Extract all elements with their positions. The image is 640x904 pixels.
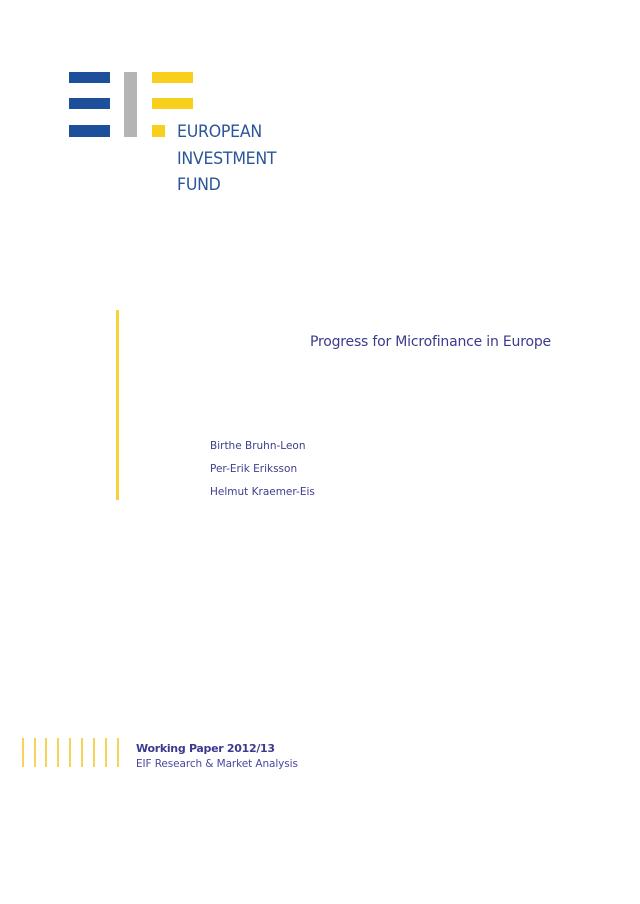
tick-mark	[105, 738, 107, 767]
tick-mark	[69, 738, 71, 767]
logo-gray-bar	[124, 72, 137, 137]
logo-blue-bar-2	[69, 98, 110, 109]
tick-mark	[45, 738, 47, 767]
author-name: Helmut Kraemer-Eis	[210, 486, 315, 498]
accent-vertical-line	[116, 310, 119, 500]
logo-line-1: EUROPEAN	[177, 122, 262, 142]
logo-yellow-bar-2	[152, 98, 193, 109]
tick-mark	[34, 738, 36, 767]
logo-line-2: INVESTMENT	[177, 148, 277, 169]
author-name: Per-Erik Eriksson	[210, 463, 298, 475]
tick-mark	[117, 738, 119, 767]
logo-line-3: FUND	[177, 175, 221, 195]
author-list	[210, 435, 315, 504]
tick-mark	[93, 738, 95, 767]
working-paper-label: Working Paper 2012/13	[136, 742, 275, 755]
tick-mark	[22, 738, 24, 767]
document-title: Progress for Microfinance in Europe	[310, 334, 551, 350]
publisher-label: EIF Research & Market Analysis	[136, 758, 298, 770]
logo-wordmark	[177, 119, 276, 199]
tick-mark	[57, 738, 59, 767]
author-name: Birthe Bruhn-Leon	[210, 440, 306, 452]
logo-blue-bar-1	[69, 72, 110, 83]
tick-mark	[81, 738, 83, 767]
logo-yellow-square	[152, 125, 165, 137]
logo-yellow-bar-1	[152, 72, 193, 83]
logo-blue-bar-3	[69, 125, 110, 137]
